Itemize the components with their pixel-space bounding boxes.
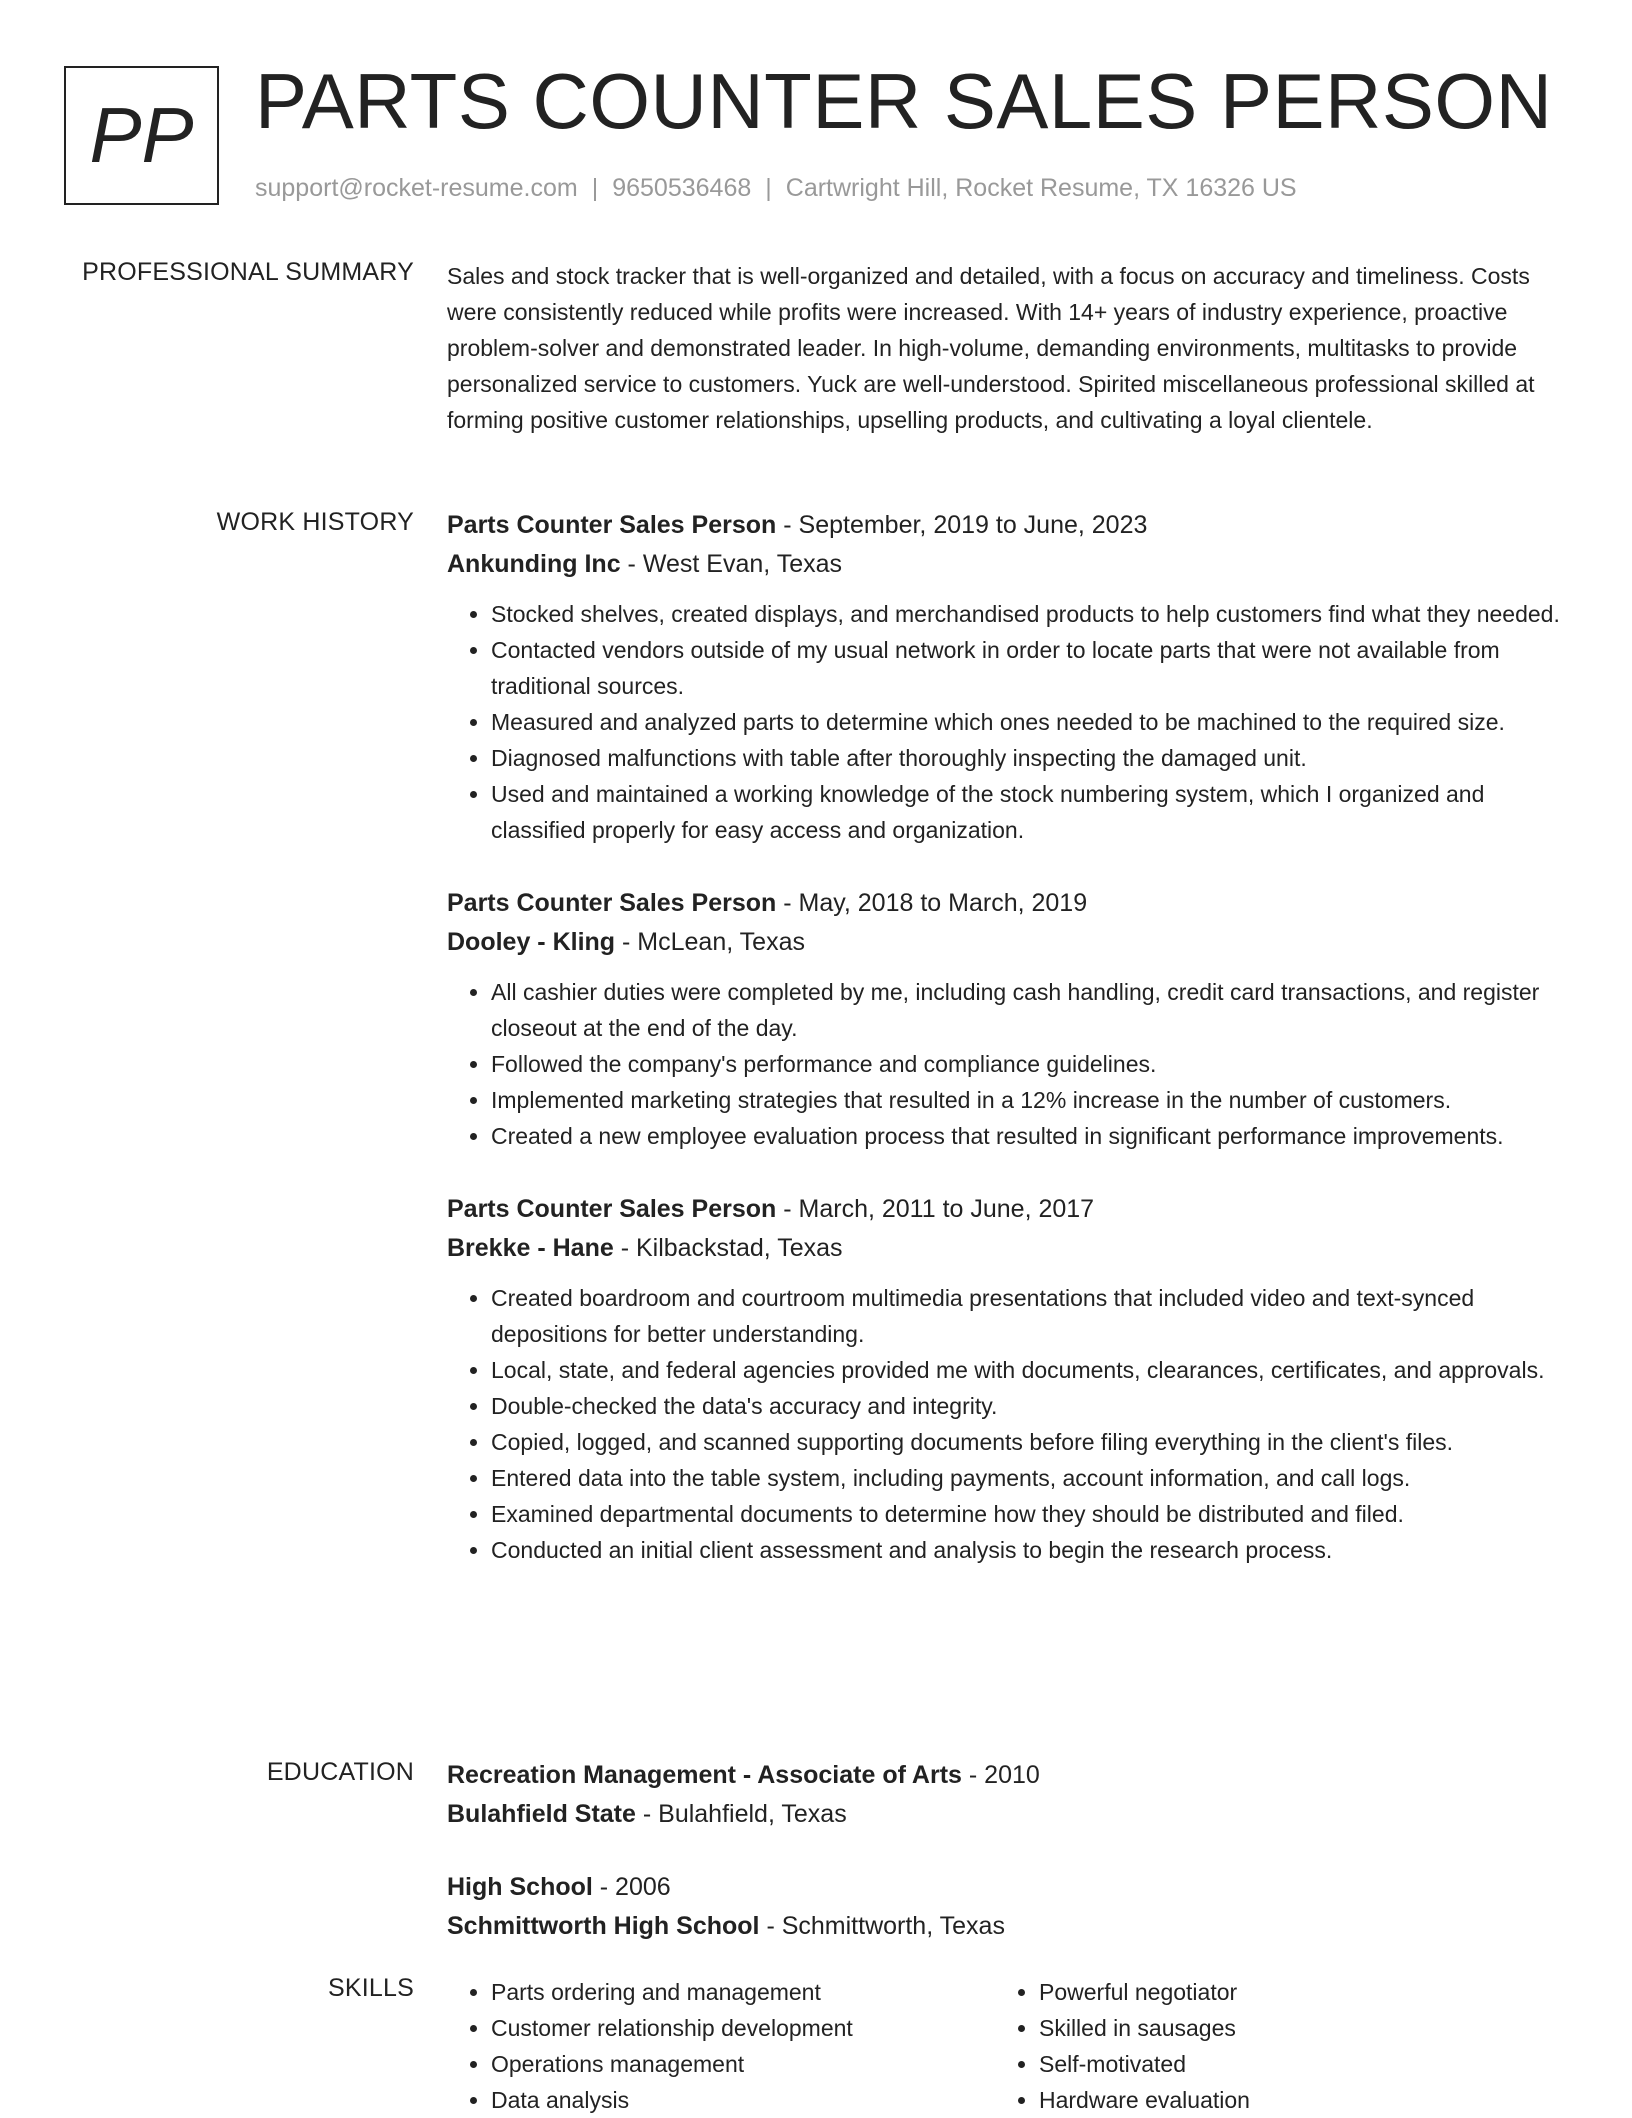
- degree-name: Recreation Management - Associate of Arts: [447, 1761, 962, 1789]
- job-bullets: [447, 974, 1567, 1154]
- job-bullet: • Diagnosed malfunctions with table after thoroughly inspecting the damaged unit.: [491, 740, 1567, 776]
- school-name: Schmittworth High School: [447, 1912, 760, 1940]
- degree-year: - 2006: [592, 1873, 671, 1901]
- skill-item: • Hardware evaluation: [1039, 2082, 1543, 2118]
- skill-item: • Skilled in sausages: [1039, 2010, 1543, 2046]
- job-company-line: [447, 1229, 1567, 1268]
- contact-phone[interactable]: 9650536468: [612, 174, 752, 202]
- job-bullet: • Contacted vendors outside of my usual network in order to locate parts that were not available from traditional sources.: [491, 632, 1567, 704]
- job-dates: - March, 2011 to June, 2017: [776, 1195, 1095, 1223]
- skill-item: • Parts ordering and management: [491, 1974, 995, 2010]
- education-entry: [447, 1868, 1567, 1946]
- job-company-line: [447, 923, 1567, 962]
- summary-text: Sales and stock tracker that is well-organized and detailed, with a focus on accuracy and timeliness. Costs were consistently reduced while profits were increased. With 14+ years of industry experience, proactive problem-solver and demonstrated leader. In high-volume, demanding environments, multitasks to provide personalized service to customers. Yuck are well-understood. Spirited miscellaneous professional skilled at forming positive customer relationships, upselling products, and cultivating a loyal clientele.: [447, 263, 1535, 433]
- job-entry: [447, 884, 1567, 1154]
- section-heading: WORK HISTORY: [216, 508, 414, 536]
- job-bullet: • Used and maintained a working knowledge of the stock numbering system, which I organized and classified properly for easy access and organization.: [491, 776, 1567, 848]
- job-title: Parts Counter Sales Person: [447, 889, 777, 917]
- skills-column-right: [995, 1974, 1543, 2118]
- monogram-logo: PP: [64, 66, 219, 205]
- section-heading: EDUCATION: [266, 1758, 414, 1786]
- school-name: Bulahfield State: [447, 1800, 636, 1828]
- job-entry: [447, 506, 1567, 848]
- job-bullet: • All cashier duties were completed by me, including cash handling, credit card transactions, and register closeout at the end of the day.: [491, 974, 1567, 1046]
- job-bullet: • Copied, logged, and scanned supporting documents before filing everything in the client's files.: [491, 1424, 1567, 1460]
- school-location: - Schmittworth, Texas: [759, 1912, 1005, 1940]
- skill-item: • Customer relationship development: [491, 2010, 995, 2046]
- job-location: - Kilbackstad, Texas: [613, 1234, 843, 1262]
- resume-name: PARTS COUNTER SALES PERSON: [255, 57, 1553, 145]
- skill-item: • Self-motivated: [1039, 2046, 1543, 2082]
- degree-line: [447, 1868, 1567, 1907]
- job-bullet: • Created boardroom and courtroom multimedia presentations that included video and text-synced depositions for better understanding.: [491, 1280, 1567, 1352]
- section-heading: PROFESSIONAL SUMMARY: [82, 258, 414, 286]
- school-location: - Bulahfield, Texas: [635, 1800, 847, 1828]
- job-company: Brekke - Hane: [447, 1234, 614, 1262]
- job-bullet: • Implemented marketing strategies that resulted in a 12% increase in the number of customers.: [491, 1082, 1567, 1118]
- job-company: Dooley - Kling: [447, 928, 616, 956]
- job-bullet: • Created a new employee evaluation process that resulted in significant performance improvements.: [491, 1118, 1567, 1154]
- skills-column-left: [447, 1974, 995, 2118]
- contact-separator: |: [765, 174, 772, 202]
- contact-separator: |: [591, 174, 599, 202]
- degree-line: [447, 1756, 1567, 1795]
- job-title: Parts Counter Sales Person: [447, 511, 777, 539]
- job-bullet: • Local, state, and federal agencies provided me with documents, clearances, certificates, and approvals.: [491, 1352, 1567, 1388]
- job-company-line: [447, 545, 1567, 584]
- job-bullet: • Followed the company's performance and compliance guidelines.: [491, 1046, 1567, 1082]
- job-dates: - September, 2019 to June, 2023: [776, 511, 1148, 539]
- job-entry: [447, 1190, 1567, 1568]
- job-title-line: [447, 884, 1567, 923]
- job-bullet: • Measured and analyzed parts to determine which ones needed to be machined to the required size.: [491, 704, 1567, 740]
- job-bullet: • Stocked shelves, created displays, and merchandised products to help customers find what they needed.: [491, 596, 1567, 632]
- skill-item: • Operations management: [491, 2046, 995, 2082]
- school-line: [447, 1907, 1567, 1946]
- education-entry: [447, 1756, 1567, 1834]
- job-location: - West Evan, Texas: [620, 550, 842, 578]
- job-title: Parts Counter Sales Person: [447, 1195, 777, 1223]
- degree-year: - 2010: [961, 1761, 1040, 1789]
- job-bullet: • Conducted an initial client assessment and analysis to begin the research process.: [491, 1532, 1567, 1568]
- job-location: - McLean, Texas: [615, 928, 805, 956]
- job-dates: - May, 2018 to March, 2019: [776, 889, 1088, 917]
- skill-item: • Data analysis: [491, 2082, 995, 2118]
- job-title-line: [447, 506, 1567, 545]
- job-bullet: • Double-checked the data's accuracy and integrity.: [491, 1388, 1567, 1424]
- job-title-line: [447, 1190, 1567, 1229]
- job-bullet: • Entered data into the table system, including payments, account information, and call logs.: [491, 1460, 1567, 1496]
- contact-line: [255, 174, 1297, 203]
- job-bullets: [447, 1280, 1567, 1568]
- job-bullets: [447, 596, 1567, 848]
- contact-address: Cartwright Hill, Rocket Resume, TX 16326 US: [785, 174, 1297, 202]
- school-line: [447, 1795, 1567, 1834]
- section-heading: SKILLS: [328, 1974, 414, 2002]
- job-bullet: • Examined departmental documents to determine how they should be distributed and filed.: [491, 1496, 1567, 1532]
- contact-email[interactable]: support@rocket-resume.com: [255, 174, 578, 202]
- degree-name: High School: [447, 1873, 593, 1901]
- job-company: Ankunding Inc: [447, 550, 621, 578]
- skill-item: • Powerful negotiator: [1039, 1974, 1543, 2010]
